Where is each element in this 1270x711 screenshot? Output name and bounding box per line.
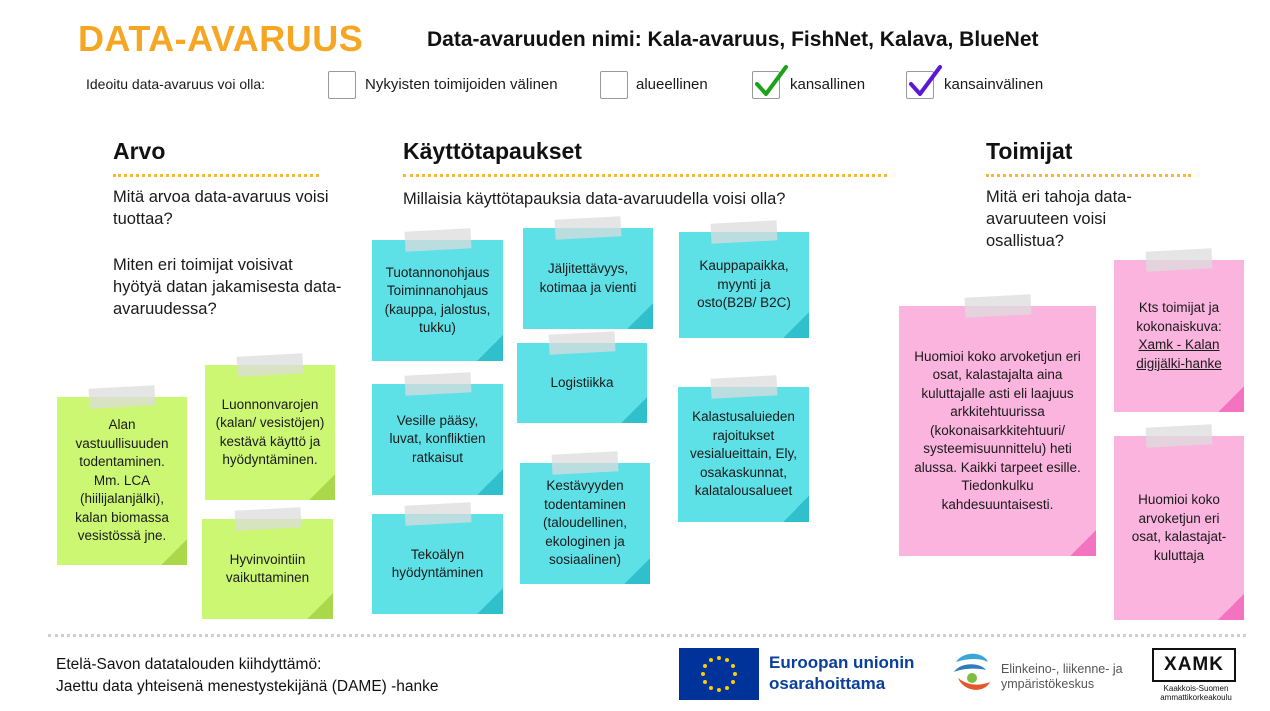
checkmark-icon	[755, 64, 789, 100]
checkbox-label-kansainvalinen: kansainvälinen	[944, 76, 1044, 93]
note-fold	[477, 588, 503, 614]
tape	[711, 220, 778, 243]
checkbox-nykyisten[interactable]	[328, 71, 356, 99]
divider	[986, 174, 1191, 177]
ely-logo-icon	[950, 648, 994, 696]
tape	[710, 375, 777, 398]
tape	[964, 294, 1031, 317]
project-credit: Etelä-Savon datatalouden kiihdyttämö: Jaettu data yhteisenä menestystekijänä (DAME) -hanke	[56, 656, 439, 695]
ely-text: Elinkeino-, liikenne- ja ympäristökeskus	[1001, 662, 1123, 691]
tape	[549, 331, 616, 354]
tape	[237, 353, 304, 376]
divider	[113, 174, 319, 177]
xamk-logo	[1150, 646, 1240, 702]
arvo-question-2: Miten eri toimijat voisivat hyötyä datan jakamisesta data-avaruudessa?	[113, 256, 342, 318]
sticky-note: Logistiikka	[517, 343, 647, 423]
arvo-question-1: Mitä arvoa data-avaruus voisi tuottaa?	[113, 188, 329, 228]
note-fold	[783, 312, 809, 338]
checkbox-label-nykyisten: Nykyisten toimijoiden välinen	[365, 76, 558, 93]
checkbox-alueellinen[interactable]	[600, 71, 628, 99]
sticky-note: Kauppapaikka, myynti ja osto(B2B/ B2C)	[679, 232, 809, 338]
checkbox-kansallinen[interactable]	[752, 71, 780, 99]
sticky-note: Luonnonvarojen (kalan/ vesistöjen) kestävä käyttö ja hyödyntäminen.	[205, 365, 335, 500]
eu-funding-text: Euroopan unionin osarahoittama	[769, 653, 915, 693]
xamk-subtitle: Kaakkois-Suomen ammattikorkeakoulu	[1160, 684, 1232, 702]
sticky-note: Kestävyyden todentaminen (taloudellinen, ekologinen ja sosiaalinen)	[520, 463, 650, 584]
tape	[1146, 424, 1213, 447]
tape	[89, 385, 156, 408]
checkbox-label-kansallinen: kansallinen	[790, 76, 866, 93]
xamk-wordmark: XAMK	[1152, 648, 1236, 682]
tape	[552, 451, 619, 474]
section-title-toimijat: Toimijat	[986, 138, 1073, 164]
tape	[404, 502, 471, 525]
tape	[1146, 248, 1213, 271]
tape	[555, 216, 622, 239]
note-fold	[309, 474, 335, 500]
divider	[403, 174, 887, 177]
tape	[234, 507, 301, 530]
checkbox-kansainvalinen[interactable]	[906, 71, 934, 99]
note-fold	[627, 303, 653, 329]
toimijat-question: Mitä eri tahoja data-avaruuteen voisi osallistua?	[986, 188, 1132, 250]
sticky-note: Jäljitettävyys, kotimaa ja vienti	[523, 228, 653, 329]
data-space-name: Data-avaruuden nimi: Kala-avaruus, FishNet, Kalava, BlueNet	[427, 28, 1039, 51]
checkbox-label-alueellinen: alueellinen	[636, 76, 708, 93]
sticky-note: Kalastusaluieden rajoitukset vesialueittain, Ely, osakaskunnat, kalatalousalueet	[678, 387, 809, 522]
sticky-note	[1114, 260, 1244, 412]
section-title-arvo: Arvo	[113, 138, 166, 164]
eu-flag-icon	[679, 648, 759, 700]
tape	[404, 228, 471, 251]
note-fold	[1218, 386, 1244, 412]
sticky-note: Vesille pääsy, luvat, konfliktien ratkaisut	[372, 384, 503, 495]
note-fold	[621, 397, 647, 423]
footer-divider	[48, 634, 1246, 637]
sticky-note: Hyvinvointiin vaikuttaminen	[202, 519, 333, 619]
sticky-note: Huomioi koko arvoketjun eri osat, kalastajat-kuluttaja	[1114, 436, 1244, 620]
note-fold	[477, 469, 503, 495]
kayttotapaukset-question: Millaisia käyttötapauksia data-avaruudella voisi olla?	[403, 190, 786, 208]
checkmark-icon	[909, 64, 943, 100]
sticky-note: Alan vastuullisuuden todentaminen. Mm. LCA (hiilijalanjälki), kalan biomassa vesistössä jne.	[57, 397, 187, 565]
tape	[404, 372, 471, 395]
note-fold	[307, 593, 333, 619]
sticky-note: Huomioi koko arvoketjun eri osat, kalastajalta aina kuluttajalle asti eli laajuus arkkitehtuurissa (kokonaisarkkitehtuuri/ systeemisuunnittelu) heti alussa. Kaikki tarpeet esille. Tiedonkulku kahdesuuntaisesti.	[899, 306, 1096, 556]
sticky-note: Tekoälyn hyödyntäminen	[372, 514, 503, 614]
xamk-project-link[interactable]: Xamk - Kalan digijälki-hanke	[1136, 337, 1222, 371]
scope-label: Ideoitu data-avaruus voi olla:	[86, 76, 265, 92]
note-fold	[477, 335, 503, 361]
page-title: DATA-AVARUUS	[78, 18, 364, 59]
sticky-note: Tuotannonohjaus Toiminnanohjaus (kauppa, jalostus, tukku)	[372, 240, 503, 361]
section-title-kayttotapaukset: Käyttötapaukset	[403, 138, 582, 164]
note-label: Kts toimijat ja kokonaiskuva:	[1136, 300, 1222, 334]
note-fold	[1218, 594, 1244, 620]
note-fold	[1070, 530, 1096, 556]
